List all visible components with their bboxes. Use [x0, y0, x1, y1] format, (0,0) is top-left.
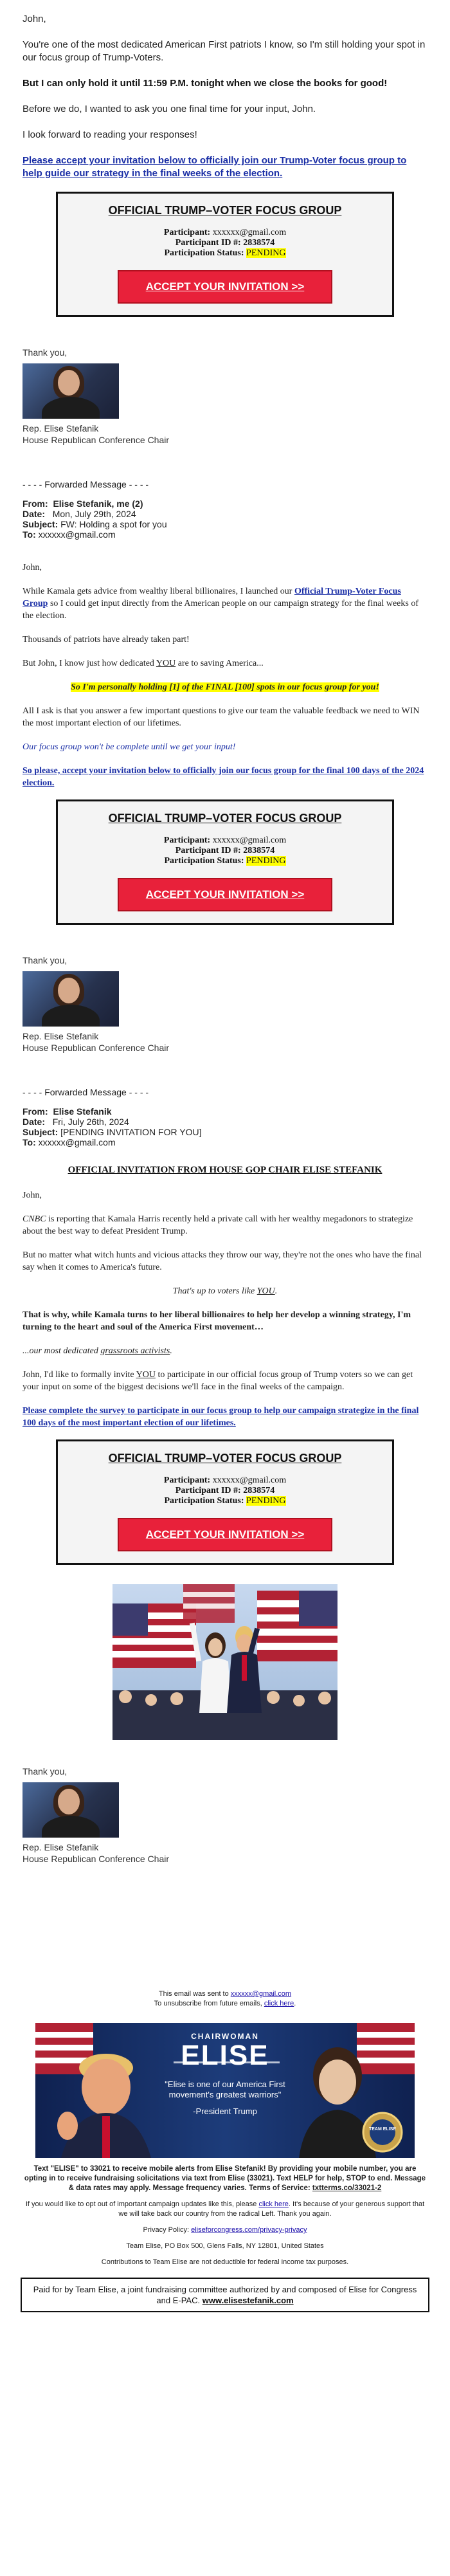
signoff: Thank you, [22, 347, 68, 358]
from-label: From: [22, 498, 48, 509]
participant-id: 2838574 [243, 846, 275, 855]
from-value: Elise Stefanik [53, 1106, 112, 1117]
forwarded-divider: - - - - Forwarded Message - - - - [22, 1087, 149, 1097]
participant-id: 2838574 [243, 238, 275, 248]
fwd2-greeting: John, [22, 1191, 42, 1200]
fwd1-paragraph-1: While Kamala gets advice from wealthy liberal billionaires, I launched our Official Trump-Voter Focus Group so I could get input directly from the American people on our campaign strategy for the final weeks of the election. [22, 587, 419, 621]
sent-to-line: This email was sent to xxxxxx@gmail.com [158, 1990, 292, 1998]
participation-status-label: Participation Status: [164, 248, 244, 258]
fwd1-paragraph-5: Our focus group won't be complete until we get your input! [22, 742, 236, 752]
participant-label: Participant: [163, 1475, 211, 1485]
accept-invitation-button[interactable]: ACCEPT YOUR INVITATION >> [118, 1518, 333, 1551]
rally-photo [113, 1584, 338, 1740]
elise-avatar [22, 971, 119, 1027]
participation-status-label: Participation Status: [164, 1496, 244, 1506]
accept-invitation-button[interactable]: ACCEPT YOUR INVITATION >> [118, 878, 333, 911]
fwd1-highlight-paragraph [22, 681, 428, 693]
signature-title: House Republican Conference Chair [22, 1854, 170, 1864]
focus-group-box-2 [56, 799, 394, 925]
participant-id-label: Participant ID #: [175, 1486, 241, 1495]
look-forward-paragraph: I look forward to reading your responses! [22, 129, 197, 140]
accept-invitation-link[interactable]: Please accept your invitation below to officially join our Trump-Voter focus group to help guide our strategy in the final weeks of the election. [22, 155, 407, 179]
participation-status-badge: PENDING [246, 248, 286, 258]
paid-for-box: Paid for by Team Elise, a joint fundraising committee authorized by and composed of Elise for Congress and E-PAC. www.elisestefanik.com [21, 2278, 429, 2312]
privacy-line: Privacy Policy: eliseforcongress.com/privacy-privacy [143, 2226, 307, 2234]
team-elise-seal: TEAM ELISE [368, 2127, 396, 2132]
subject-value: FW: Holding a spot for you [60, 519, 167, 529]
to-value: xxxxxx@gmail.com [38, 529, 116, 540]
unsubscribe-line: To unsubscribe from future emails, click here. [154, 2000, 296, 2007]
participant-email: xxxxxx@gmail.com [212, 836, 287, 845]
accept-invitation-button[interactable]: ACCEPT YOUR INVITATION >> [118, 270, 333, 304]
sms-disclaimer: Text "ELISE" to 33021 to receive mobile alerts from Elise Stefanik! By providing your mobile number, you are opting in to receive fundraising solicitations via text from Elise (33021). Text HELP for help, STOP to end. Message & data rates may apply. Message frequency varies. Terms of Service: txtterms.co/33021-2 [24, 2165, 426, 2192]
subject-label: Subject: [22, 519, 59, 529]
fwd1-accept-link[interactable]: So please, accept your invitation below to officially join our focus group for the final 100 days of the 2024 election. [22, 766, 424, 788]
ask-paragraph: Before we do, I wanted to ask you one final time for your input, John. [22, 104, 316, 114]
forward-header [22, 498, 428, 540]
signature-title: House Republican Conference Chair [22, 1043, 170, 1053]
banner-attribution: -President Trump [193, 2106, 257, 2116]
invitation-heading: OFFICIAL INVITATION FROM HOUSE GOP CHAIR ELISE STEFANIK [68, 1165, 382, 1175]
opt-out-link[interactable]: click here [258, 2200, 289, 2208]
team-elise-banner [35, 2023, 415, 2158]
elise-avatar [22, 363, 119, 419]
elise-avatar [22, 1782, 119, 1838]
participation-status-badge: PENDING [246, 1496, 286, 1506]
focus-group-title: OFFICIAL TRUMP–VOTER FOCUS GROUP [108, 204, 342, 217]
date-value: Mon, July 29th, 2024 [52, 509, 136, 519]
participation-status-label: Participation Status: [164, 856, 244, 866]
focus-group-title: OFFICIAL TRUMP–VOTER FOCUS GROUP [108, 812, 342, 825]
forward-header [22, 1106, 428, 1147]
signature-name: Rep. Elise Stefanik [22, 423, 99, 434]
privacy-policy-link[interactable]: eliseforcongress.com/privacy-privacy [191, 2226, 307, 2234]
opt-out-line: If you would like to opt out of important campaign updates like this, please click here. It's because of your generous support that we will take back our country from the radical Left. Thank you again. [25, 2200, 425, 2218]
subject-value: [PENDING INVITATION FOR YOU] [60, 1127, 202, 1137]
recipient-email-link[interactable]: xxxxxx@gmail.com [230, 1990, 292, 1998]
fwd2-paragraph-2: But no matter what witch hunts and vicious attacks they throw our way, they're not the ones who have the final say when it comes to America's future. [22, 1250, 422, 1272]
contributions-disclaimer: Contributions to Team Elise are not deductible for federal income tax purposes. [101, 2258, 349, 2266]
banner-chairwoman: CHAIRWOMAN [191, 2032, 259, 2041]
fwd2-paragraph-1: CNBC is reporting that Kamala Harris recently held a private call with her wealthy megadonors to strategize about the best way to defeat President Trump. [22, 1214, 413, 1236]
fwd2-paragraph-4: That is why, while Kamala turns to her liberal billionaires to help her develop a winning strategy, I'm turning to the heart and soul of the America First movement… [22, 1310, 411, 1332]
from-value: Elise Stefanik, me (2) [53, 498, 143, 509]
banner-quote: "Elise is one of our America First movement's greatest warriors" [165, 2079, 285, 2099]
unsubscribe-link[interactable]: click here [264, 2000, 294, 2007]
fwd2-paragraph-5: ...our most dedicated grassroots activists. [22, 1346, 172, 1356]
fwd1-paragraph-2: Thousands of patriots have already taken part! [22, 635, 190, 644]
fwd1-paragraph-3: But John, I know just how dedicated YOU are to saving America... [22, 659, 264, 668]
sms-terms-link[interactable]: txtterms.co/33021-2 [312, 2184, 382, 2192]
from-label: From: [22, 1106, 48, 1117]
grassroots-activists-text: grassroots activists [100, 1346, 170, 1356]
signature-name: Rep. Elise Stefanik [22, 1842, 99, 1852]
focus-group-link[interactable]: Official Trump-Voter Focus Group [22, 587, 401, 608]
signoff: Thank you, [22, 955, 68, 965]
intro-paragraph: You're one of the most dedicated American First patriots I know, so I'm still holding your spot in our focus group of Trump-Voters. [22, 39, 426, 63]
email-body [22, 0, 428, 2278]
signature-name: Rep. Elise Stefanik [22, 1031, 99, 1041]
deadline-paragraph: But I can only hold it until 11:59 P.M. tonight when we close the books for good! [22, 78, 388, 89]
to-label: To: [22, 529, 36, 540]
focus-group-title: OFFICIAL TRUMP–VOTER FOCUS GROUP [108, 1452, 342, 1465]
subject-label: Subject: [22, 1127, 59, 1137]
fwd2-paragraph-6: John, I'd like to formally invite YOU to participate in our official focus group of Trump voters so we can get your input on some of the biggest decisions we'll face in the final weeks of the campaign. [22, 1370, 413, 1392]
forwarded-divider: - - - - Forwarded Message - - - - [22, 479, 149, 489]
signoff: Thank you, [22, 1766, 68, 1777]
focus-group-box-3 [56, 1439, 394, 1565]
participant-id-label: Participant ID #: [175, 846, 241, 855]
to-value: xxxxxx@gmail.com [38, 1137, 116, 1147]
focus-group-box [56, 192, 394, 317]
participant-email: xxxxxx@gmail.com [212, 1475, 287, 1485]
greeting: John, [22, 14, 46, 24]
participant-label: Participant: [163, 228, 211, 237]
signature-title: House Republican Conference Chair [22, 435, 170, 445]
participant-id: 2838574 [243, 1486, 275, 1495]
survey-link[interactable]: Please complete the survey to participate in our focus group to help our campaign strategize in the final 100 days of the most important election of our lifetimes. [22, 1406, 419, 1428]
fwd2-paragraph-3: That's up to voters like YOU. [172, 1286, 278, 1296]
mailing-address: Team Elise, PO Box 500, Glens Falls, NY 12801, United States [126, 2242, 324, 2250]
participant-email: xxxxxx@gmail.com [212, 228, 287, 237]
fwd1-paragraph-4: All I ask is that you answer a few important questions to give our team the valuable feedback we need to WIN the most important election of our lifetimes. [22, 706, 420, 728]
participant-label: Participant: [163, 836, 211, 845]
date-label: Date: [22, 509, 46, 519]
participant-id-label: Participant ID #: [175, 238, 241, 248]
fwd1-greeting: John, [22, 563, 42, 572]
website-link[interactable]: www.elisestefanik.com [202, 2296, 294, 2305]
date-value: Fri, July 26th, 2024 [52, 1117, 129, 1127]
to-label: To: [22, 1137, 36, 1147]
participation-status-badge: PENDING [246, 856, 286, 866]
date-label: Date: [22, 1117, 46, 1127]
highlighted-text: So I'm personally holding [1] of the FINAL [100] spots in our focus group for you! [71, 682, 379, 692]
banner-elise-logo: ELISE [181, 2040, 269, 2071]
